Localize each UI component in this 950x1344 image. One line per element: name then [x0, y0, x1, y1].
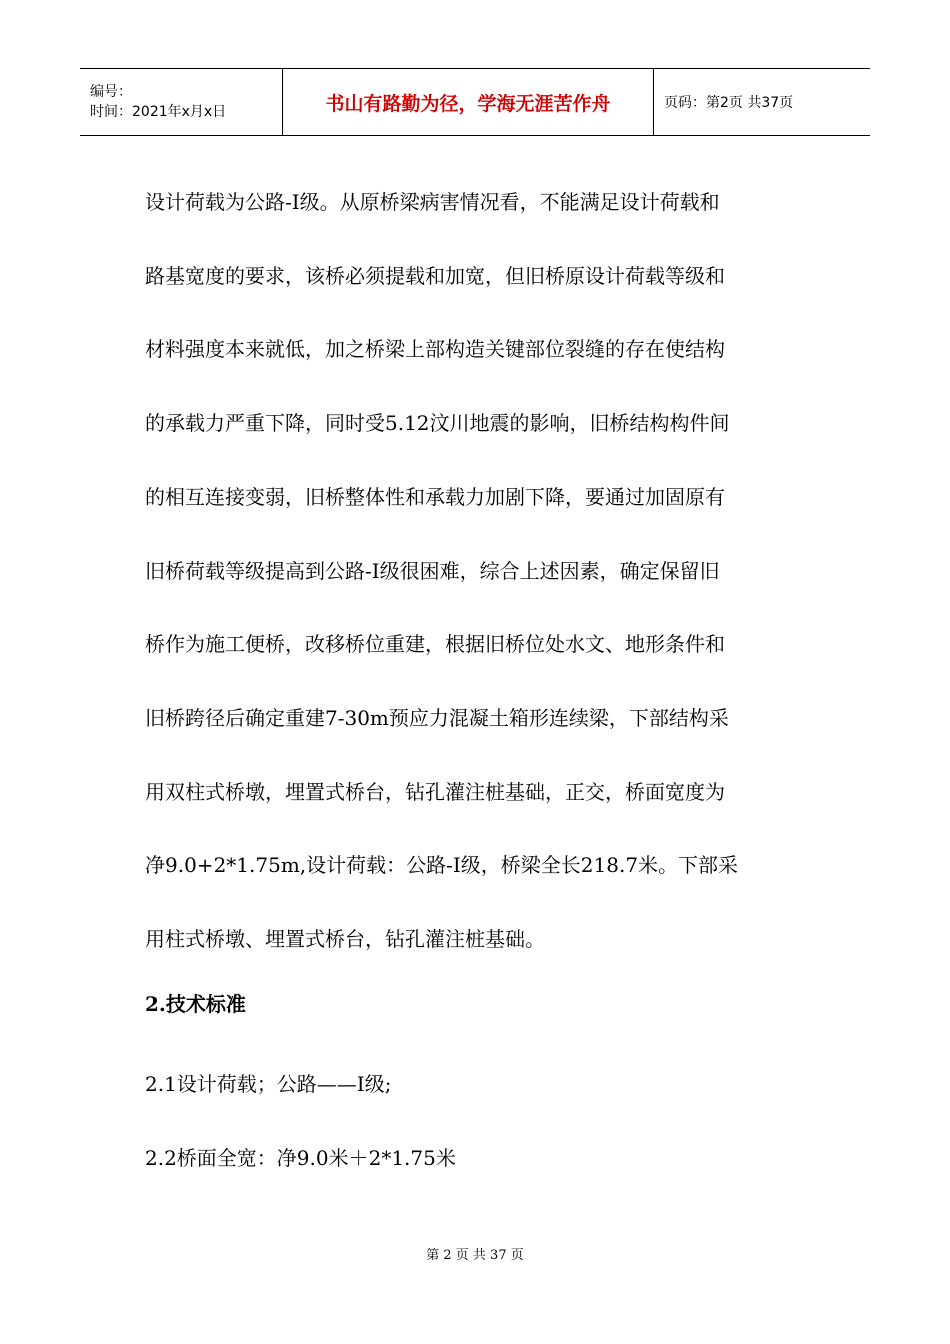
section-heading: 2.技术标准 — [145, 992, 246, 1016]
standard-item: 2.2桥面全宽：净9.0米＋2*1.75米 — [145, 1146, 456, 1170]
body-line: 旧桥荷载等级提高到公路-I级很困难，综合上述因素，确定保留旧 — [145, 558, 720, 583]
body-line: 的相互连接变弱，旧桥整体性和承载力加剧下降，要通过加固原有 — [145, 484, 725, 509]
body-line: 用双柱式桥墩，埋置式桥台，钻孔灌注桩基础，正交，桥面宽度为 — [145, 779, 725, 804]
body-line: 设计荷载为公路-I级。从原桥梁病害情况看，不能满足设计荷载和 — [145, 190, 720, 214]
body-line: 路基宽度的要求，该桥必须提载和加宽，但旧桥原设计荷载等级和 — [145, 263, 725, 288]
header-motto-cell — [283, 69, 654, 135]
body-line: 桥作为施工便桥，改移桥位重建，根据旧桥位处水文、地形条件和 — [145, 632, 725, 657]
page-info: 页码：第2页 共37页 — [664, 95, 794, 111]
body-line: 净9.0+2*1.75m,设计荷载：公路-I级，桥梁全长218.7米。下部采 — [145, 853, 739, 878]
date-label: 时间：2021年x月x日 — [90, 104, 227, 120]
page-footer: 第 2 页 共 37 页 — [426, 1248, 524, 1263]
body-line: 材料强度本来就低，加之桥梁上部构造关键部位裂缝的存在使结构 — [145, 337, 725, 362]
standard-item: 2.1设计荷载；公路——I级; — [145, 1072, 392, 1096]
body-text — [145, 166, 815, 977]
header-meta-cell — [80, 69, 283, 135]
body-line: 用柱式桥墩、埋置式桥台，钻孔灌注桩基础。 — [145, 927, 545, 952]
header-table — [80, 68, 870, 136]
body-line: 旧桥跨径后确定重建7-30m预应力混凝土箱形连续梁，下部结构采 — [145, 705, 729, 730]
body-line: 的承载力严重下降，同时受5.12汶川地震的影响，旧桥结构构件间 — [145, 411, 730, 436]
motto-text: 书山有路勤为径，学海无涯苦作舟 — [325, 92, 611, 115]
header-page-cell — [654, 69, 870, 135]
serial-number-label: 编号： — [90, 84, 132, 100]
